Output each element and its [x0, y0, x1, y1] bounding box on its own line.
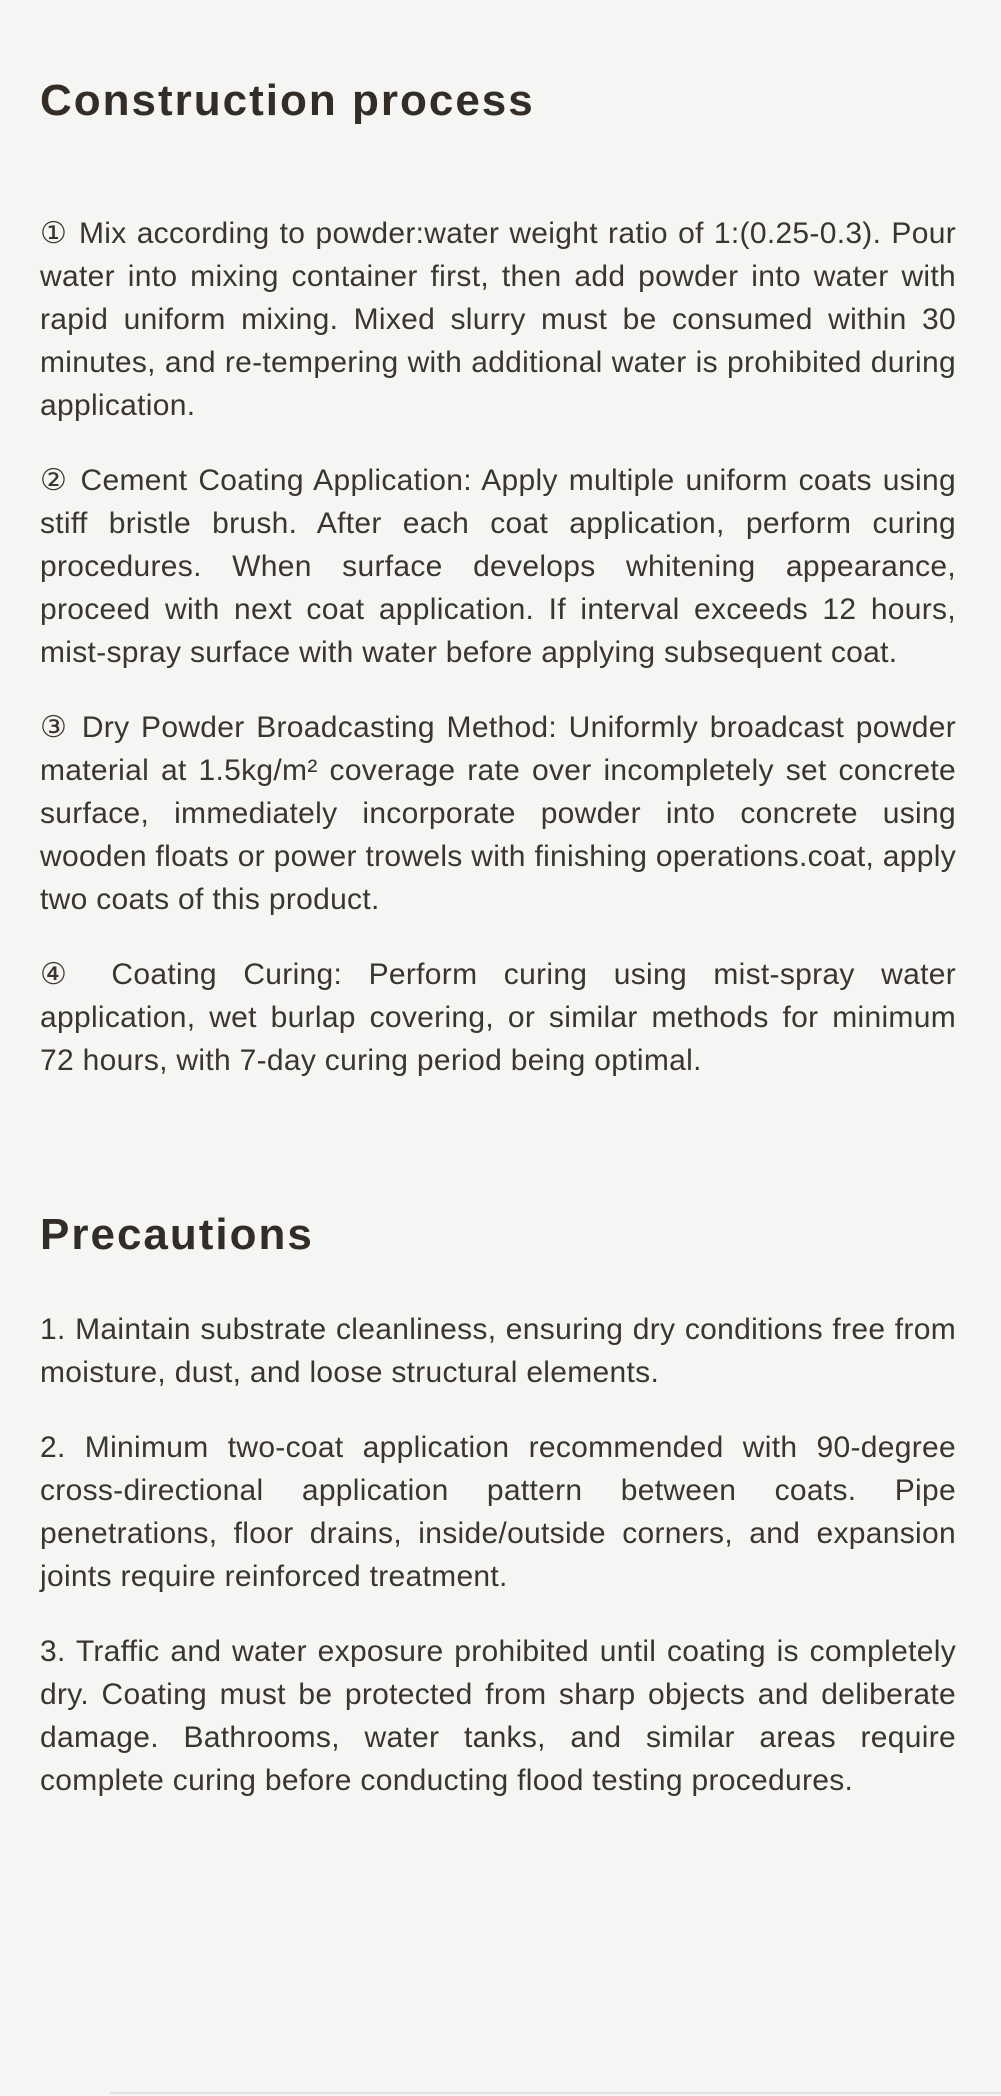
- bottom-divider: [110, 2092, 1001, 2094]
- section-heading-precautions: Precautions: [40, 1210, 314, 1259]
- precaution-1: 1. Maintain substrate cleanliness, ensuring dry conditions free from moisture, dust, and loose structural elements.: [40, 1313, 956, 1389]
- construction-step-2: ② Cement Coating Application: Apply multiple uniform coats using stiff bristle brush. After each coat application, perform curing procedures. When surface develops whitening appearance, proceed with next coat application. If interval exceeds 12 hours, mist-spray surface with water before applying subsequent coat.: [40, 464, 956, 669]
- construction-step-1: ① Mix according to powder:water weight ratio of 1:(0.25-0.3). Pour water into mixing container first, then add powder into water with rapid uniform mixing. Mixed slurry must be consumed within 30 minutes, and re-tempering with additional water is prohibited during application.: [40, 217, 956, 422]
- construction-step-3: ③ Dry Powder Broadcasting Method: Uniformly broadcast powder material at 1.5kg/m² coverage rate over incompletely set concrete surface, immediately incorporate powder into concrete using wooden floats or power trowels with finishing operations.coat, apply two coats of this product.: [40, 711, 956, 916]
- precaution-2: 2. Minimum two-coat application recommended with 90-degree cross-directional application pattern between coats. Pipe penetrations, floor drains, inside/outside corners, and expansion joints require reinforced treatment.: [40, 1431, 956, 1593]
- precaution-3: 3. Traffic and water exposure prohibited until coating is completely dry. Coating must be protected from sharp objects and deliberate damage. Bathrooms, water tanks, and similar areas require complete curing before conducting flood testing procedures.: [40, 1635, 956, 1797]
- section-heading-construction-process: Construction process: [40, 76, 535, 125]
- construction-step-4: ④ Coating Curing: Perform curing using mist-spray water application, wet burlap covering, or similar methods for minimum 72 hours, with 7-day curing period being optimal.: [40, 958, 956, 1077]
